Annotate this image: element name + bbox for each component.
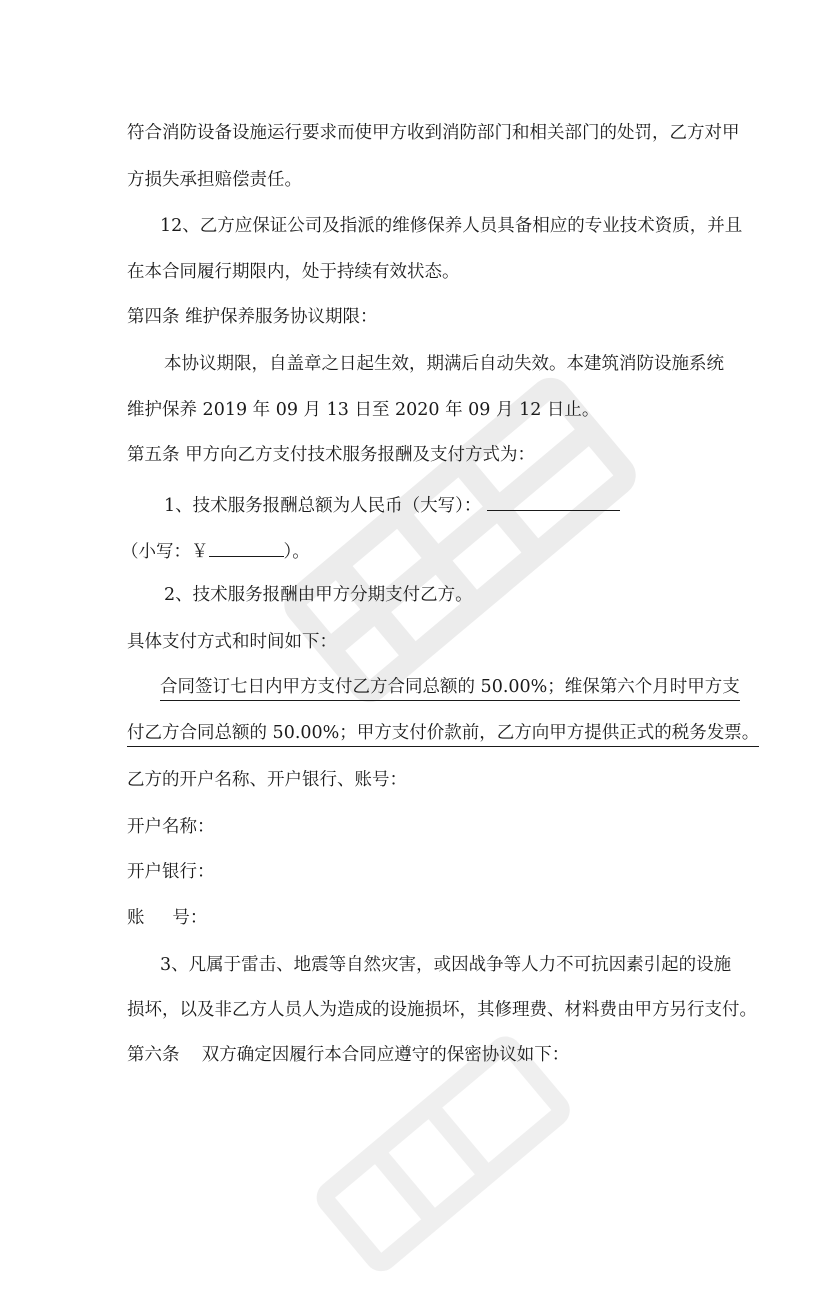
paragraph-line: 本协议期限，自盖章之日起生效，期满后自动失效。本建筑消防设施系统 [164,354,724,374]
account-bank-label: 开户银行： [127,862,215,882]
payment-terms-text: 合同签订七日内甲方支付乙方合同总额的 50.00%；维保第六个月时甲方支 [160,677,740,701]
article-4-heading: 第四条 维护保养服务协议期限： [127,307,378,327]
paragraph-line: 具体支付方式和时间如下： [127,632,337,652]
fee-total-lowercase-row [121,538,310,564]
fee-total-lowercase-prefix: （小写：￥ [121,542,209,562]
paragraph-line: 2、技术服务报酬由甲方分期支付乙方。 [164,585,473,605]
fee-total-lowercase-suffix: ）。 [283,542,310,562]
paragraph-line: 乙方的开户名称、开户银行、账号： [127,770,407,790]
fee-total-uppercase-blank[interactable] [487,492,620,511]
article-5-heading: 第五条 甲方向乙方支付技术服务报酬及支付方式为： [127,445,536,465]
paragraph-line: 符合消防设备设施运行要求而使甲方收到消防部门和相关部门的处罚，乙方对甲 [127,123,740,143]
paragraph-line: 12、乙方应保证公司及指派的维修保养人员具备相应的专业技术资质，并且 [160,216,743,236]
payment-terms-line [160,675,740,699]
paragraph-line: 3、凡属于雷击、地震等自然灾害，或因战争等人力不可抗因素引起的设施 [160,955,732,975]
account-number-label: 账 号： [127,908,208,928]
fee-total-uppercase-row [164,492,620,518]
paragraph-line: 方损失承担赔偿责任。 [127,170,302,190]
fee-total-uppercase-label: 1、技术服务报酬总额为人民币（大写）： [164,496,482,516]
paragraph-line: 维护保养 2019 年 09 月 13 日至 2020 年 09 月 12 日止。 [127,400,600,420]
article-6-heading: 第六条 双方确定因履行本合同应遵守的保密协议如下： [127,1045,570,1065]
payment-terms-line [127,721,759,745]
fee-total-lowercase-blank[interactable] [209,538,284,557]
payment-terms-text: 付乙方合同总额的 50.00%；甲方支付价款前，乙方向甲方提供正式的税务发票。 [127,723,759,747]
account-name-label: 开户名称： [127,817,215,837]
paragraph-line: 在本合同履行期限内，处于持续有效状态。 [127,262,460,282]
paragraph-line: 损坏，以及非乙方人员人为造成的设施损坏，其修理费、材料费由甲方另行支付。 [127,1000,757,1020]
